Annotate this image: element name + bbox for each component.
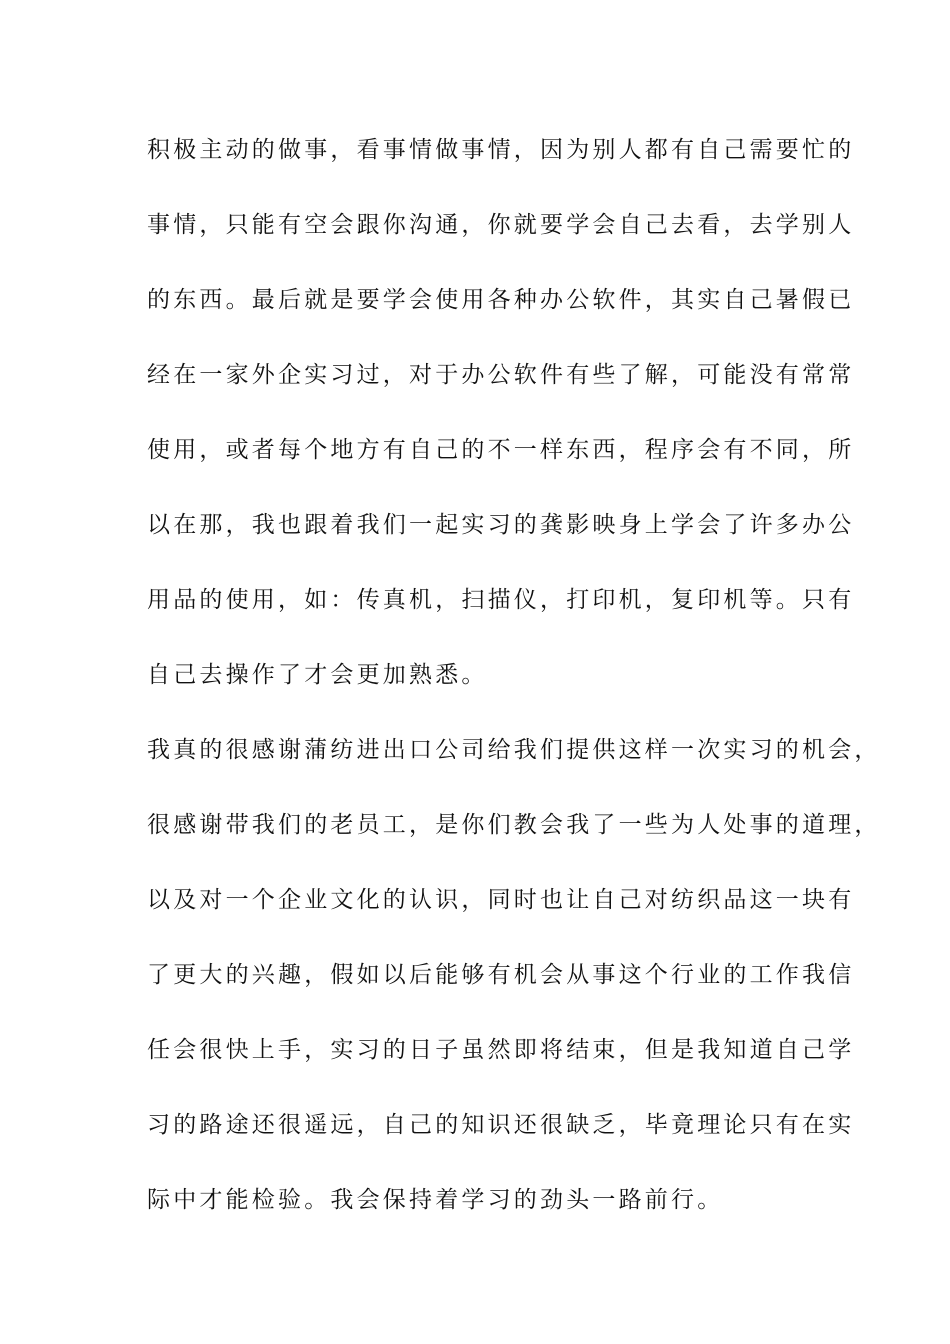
text-line: 很感谢带我们的老员工，是你们教会我了一些为人处事的道理， [147, 812, 881, 838]
text-line: 经在一家外企实习过，对于办公软件有些了解，可能没有常常 [147, 362, 855, 388]
text-line: 习的路途还很遥远，自己的知识还很缺乏，毕竟理论只有在实 [147, 1112, 855, 1138]
text-line: 了更大的兴趣，假如以后能够有机会从事这个行业的工作我信 [147, 962, 855, 988]
text-line: 使用，或者每个地方有自己的不一样东西，程序会有不同，所 [147, 437, 855, 463]
text-line: 任会很快上手，实习的日子虽然即将结束，但是我知道自己学 [147, 1037, 855, 1063]
text-line: 事情，只能有空会跟你沟通，你就要学会自己去看，去学别人 [147, 212, 855, 238]
text-line: 以及对一个企业文化的认识，同时也让自己对纺织品这一块有 [147, 887, 855, 913]
text-line: 际中才能检验。我会保持着学习的劲头一路前行。 [147, 1187, 724, 1213]
text-line: 积极主动的做事，看事情做事情，因为别人都有自己需要忙的 [147, 137, 855, 163]
text-line: 自己去操作了才会更加熟悉。 [147, 662, 488, 688]
text-line: 的东西。最后就是要学会使用各种办公软件，其实自己暑假已 [147, 287, 855, 313]
text-line: 我真的很感谢蒲纺进出口公司给我们提供这样一次实习的机会， [147, 737, 881, 763]
text-line: 以在那，我也跟着我们一起实习的龚影映身上学会了许多办公 [147, 512, 855, 538]
text-line: 用品的使用，如：传真机，扫描仪，打印机，复印机等。只有 [147, 587, 855, 613]
